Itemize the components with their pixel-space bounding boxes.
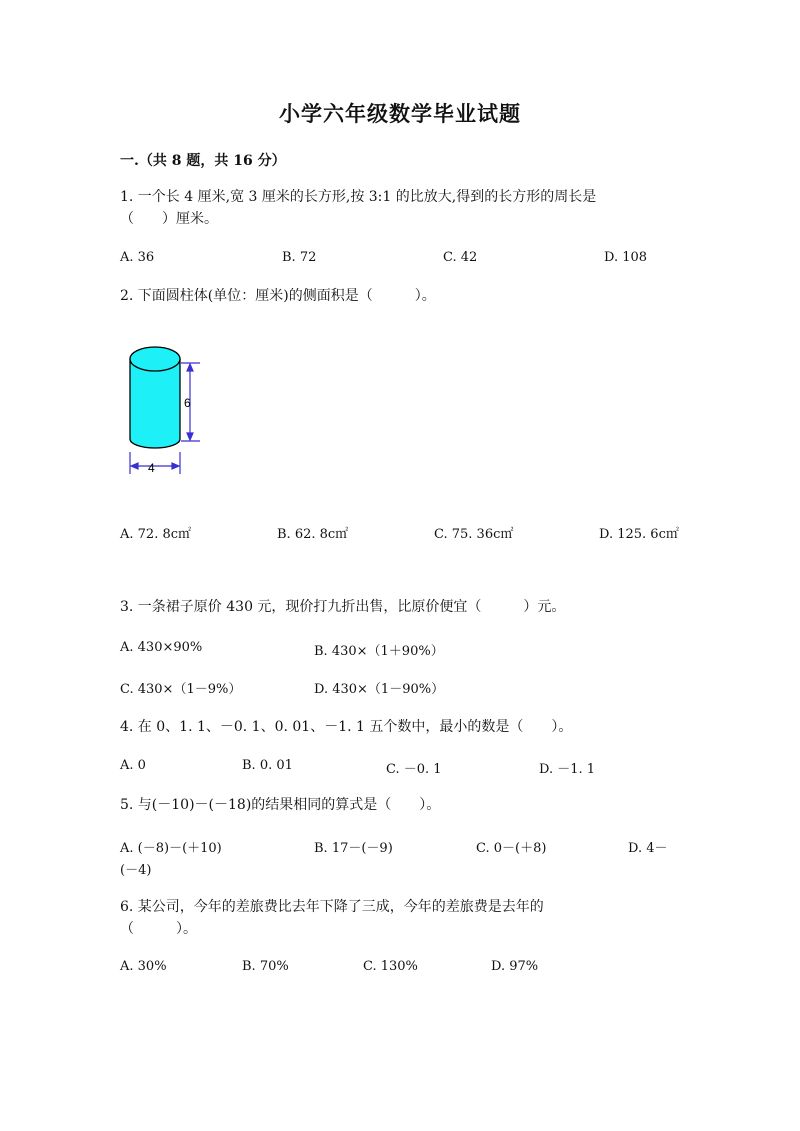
question-4-option-c: C. －0. 1 [386, 762, 442, 777]
question-3-option-a: A. 430×90% [120, 640, 203, 655]
question-6 [120, 896, 544, 940]
question-1-option-d: D. 108 [604, 250, 648, 265]
question-1-text-line2: （ ）厘米。 [120, 211, 218, 227]
page-title: 小学六年级数学毕业试题 [279, 101, 521, 126]
question-3-option-d: D. 430×（1－90%） [314, 682, 445, 697]
width-label: 4 [148, 461, 155, 475]
question-1-option-b: B. 72 [282, 250, 317, 265]
question-2-text: 2. 下面圆柱体(单位：厘米)的侧面积是（ ）。 [120, 288, 436, 304]
question-4 [120, 716, 572, 738]
question-2 [120, 285, 436, 307]
question-5-option-d: D. 4－ [628, 841, 668, 856]
question-5-text: 5. 与(－10)－(－18)的结果相同的算式是（ ）。 [120, 797, 441, 813]
question-6-option-d: D. 97% [491, 959, 539, 974]
question-6-option-c: C. 130% [363, 959, 418, 974]
cylinder-body [130, 347, 180, 448]
question-5-option-d-continued: (－4) [120, 863, 152, 878]
question-6-text-line2: （ ）。 [120, 921, 197, 937]
question-2-option-a: A. 72. 8c㎡ [120, 527, 192, 542]
question-5-option-c: C. 0－(＋8) [476, 841, 547, 856]
question-1-text-line1: 1. 一个长 4 厘米,宽 3 厘米的长方形,按 3:1 的比放大,得到的长方形的周长是 [120, 189, 597, 205]
width-dimension [130, 452, 180, 474]
question-1-option-a: A. 36 [120, 250, 155, 265]
question-5 [120, 794, 440, 816]
question-4-text: 4. 在 0、1. 1、－0. 1、0. 01、－1. 1 五个数中，最小的数是（ ）。 [120, 719, 573, 735]
question-5-option-b: B. 17－(－9) [314, 841, 393, 856]
question-3-option-c: C. 430×（1－9%） [120, 682, 242, 697]
question-6-text-line1: 6. 某公司，今年的差旅费比去年下降了三成，今年的差旅费是去年的 [120, 899, 544, 915]
question-3-option-b: B. 430×（1＋90%） [314, 644, 444, 659]
question-2-option-b: B. 62. 8c㎡ [277, 527, 349, 542]
question-5-option-a: A. (－8)－(＋10) [120, 841, 222, 856]
question-6-option-a: A. 30% [120, 959, 167, 974]
height-label: 6 [184, 396, 191, 410]
question-2-option-c: C. 75. 36c㎡ [434, 527, 514, 542]
question-3 [120, 596, 565, 618]
question-1-option-c: C. 42 [443, 250, 478, 265]
cylinder-figure [118, 335, 208, 480]
question-6-option-b: B. 70% [242, 959, 289, 974]
question-4-option-b: B. 0. 01 [242, 758, 293, 773]
question-3-text: 3. 一条裙子原价 430 元，现价打九折出售，比原价便宜（ ）元。 [120, 599, 566, 615]
question-4-option-a: A. 0 [120, 758, 146, 773]
question-2-option-d: D. 125. 6c㎡ [599, 527, 679, 542]
question-1 [120, 186, 596, 230]
question-4-option-d: D. －1. 1 [539, 762, 596, 777]
section-header: 一.（共 8 题，共 16 分） [120, 153, 286, 169]
